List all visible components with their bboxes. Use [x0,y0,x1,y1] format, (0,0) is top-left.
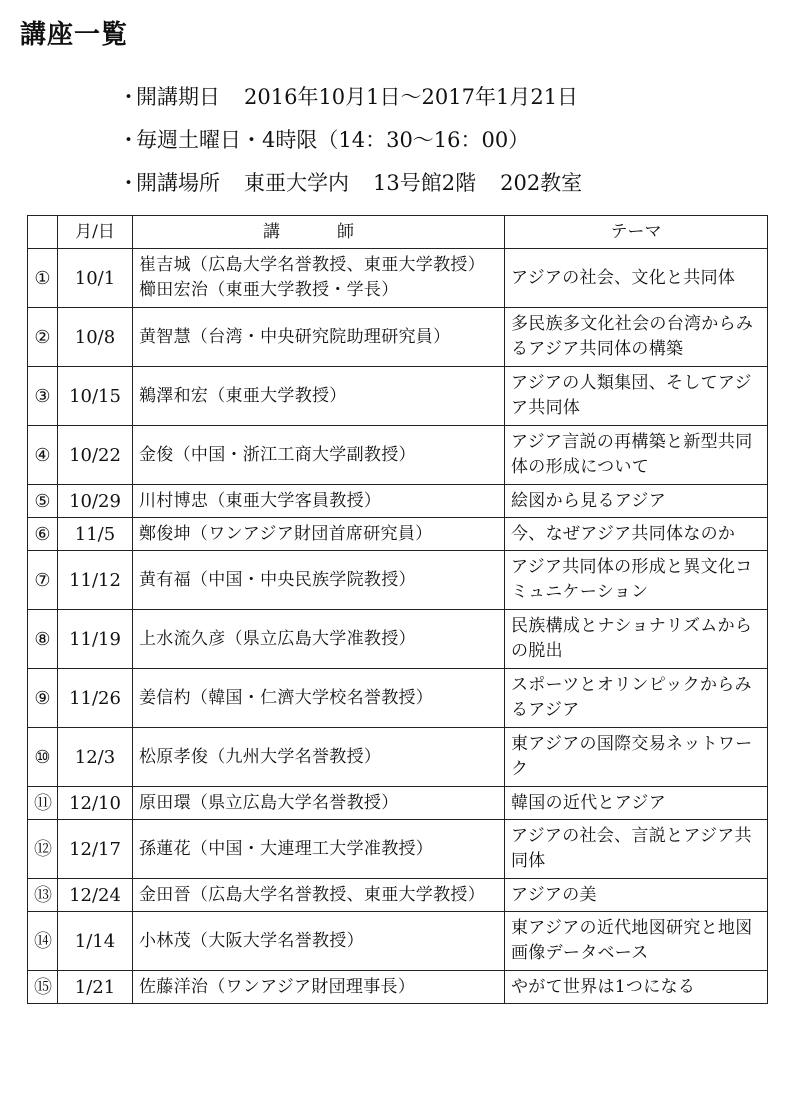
schedule-value: 毎週土曜日・4時限（14：30〜16：00） [136,128,530,152]
lecturer-cell [133,610,505,669]
lecturer-cell [133,787,505,820]
page-title: 講座一覧 [20,20,129,50]
lecturer-cell [133,551,505,610]
lecturer-name: 鄭俊坤（ワンアジア財団首席研究員） [139,523,433,544]
bullet: ・ [118,85,139,109]
table-row [28,610,768,669]
lecture-date: 10/22 [58,426,133,485]
lecture-theme: 今、なぜアジア共同体なのか [505,518,768,551]
lecture-theme: スポーツとオリンピックからみるアジア [505,669,768,728]
lecture-number: ① [28,249,58,308]
lecture-number: ⑩ [28,728,58,787]
lecture-theme: 東アジアの近代地図研究と地図画像データベース [505,912,768,971]
table-row [28,518,768,551]
lecture-date: 11/12 [58,551,133,610]
lecture-date: 10/8 [58,308,133,367]
lecture-theme: やがて世界は1つになる [505,971,768,1004]
lecturer-cell [133,912,505,971]
lecturer-cell [133,426,505,485]
table-row [28,971,768,1004]
lecturer-name: 小林茂（大阪大学名誉教授） [139,930,364,951]
lecturer-cell [133,249,505,308]
lecture-number: ⑭ [28,912,58,971]
lecture-date: 11/26 [58,669,133,728]
lecture-number: ③ [28,367,58,426]
lecture-theme: 多民族多文化社会の台湾からみるアジア共同体の構築 [505,308,768,367]
table-row [28,912,768,971]
lecturer-name: 金田晉（広島大学名誉教授、東亜大学教授） [139,884,485,905]
table-row [28,820,768,879]
lecture-number: ⑪ [28,787,58,820]
header-num [28,216,58,249]
header-theme: テーマ [505,216,768,249]
lecturer-name: 孫蓮花（中国・大連理工大学准教授） [139,838,434,859]
lecturer-name: 佐藤洋治（ワンアジア財団理事長） [139,976,416,997]
lecturer-name: 櫛田宏治（東亜大学教授・学長） [139,280,399,300]
table-row [28,426,768,485]
venue-building: 13号館2階 [373,171,477,195]
lecturer-cell [133,971,505,1004]
lecture-number: ⑫ [28,820,58,879]
table-row [28,367,768,426]
bullet: ・ [118,171,139,195]
header-date: 月/日 [58,216,133,249]
lecture-date: 10/1 [58,249,133,308]
lecture-number: ⑦ [28,551,58,610]
lecture-number: ⑬ [28,879,58,912]
lecture-date: 1/21 [58,971,133,1004]
lecturer-cell [133,728,505,787]
lecturer-name: 姜信杓（韓国・仁濟大学校名誉教授） [139,687,434,708]
lecture-date: 12/10 [58,787,133,820]
lecturer-cell [133,367,505,426]
lecturer-name: 崔吉城（広島大学名誉教授、東亜大学教授） [139,255,485,275]
lecturer-cell [133,669,505,728]
lecture-theme: 絵図から見るアジア [505,485,768,518]
lecturer-name: 黄智慧（台湾・中央研究院助理研究員） [139,326,451,347]
table-row [28,308,768,367]
lecture-theme: アジア言説の再構築と新型共同体の形成について [505,426,768,485]
lecturer-name: 鵜澤和宏（東亜大学教授） [139,385,347,406]
lecture-theme: アジアの社会、文化と共同体 [505,249,768,308]
lecture-date: 10/15 [58,367,133,426]
table-row [28,249,768,308]
lecturer-cell [133,518,505,551]
table-row [28,669,768,728]
lecture-date: 1/14 [58,912,133,971]
info-schedule [118,119,582,162]
table-row [28,551,768,610]
venue-place: 東亜大学内 [244,171,349,195]
lecturer-cell [133,879,505,912]
lecture-theme: 韓国の近代とアジア [505,787,768,820]
lecturer-cell [133,308,505,367]
lecturer-name: 原田環（県立広島大学名誉教授） [139,792,399,813]
lecturer-cell [133,485,505,518]
lecture-table [27,215,768,1004]
venue-room: 202教室 [500,171,583,195]
lecture-theme: アジア共同体の形成と異文化コミュニケーション [505,551,768,610]
lecturer-name: 金俊（中国・浙江工商大学副教授） [139,444,416,465]
lecture-number: ② [28,308,58,367]
lecture-theme: 民族構成とナショナリズムからの脱出 [505,610,768,669]
lecture-theme: アジアの人類集団、そしてアジア共同体 [505,367,768,426]
venue-label: 開講場所 [136,171,220,195]
lecture-number: ⑨ [28,669,58,728]
table-row [28,485,768,518]
lecture-number: ④ [28,426,58,485]
lecture-theme: アジアの美 [505,879,768,912]
info-period [118,76,582,119]
lecture-date: 11/19 [58,610,133,669]
lecture-date: 12/24 [58,879,133,912]
header-lecturer: 講 師 [133,216,505,249]
table-header-row [28,216,768,249]
table-row [28,879,768,912]
lecture-date: 11/5 [58,518,133,551]
lecturer-name: 松原孝俊（九州大学名誉教授） [139,746,382,767]
lecture-theme: 東アジアの国際交易ネットワーク [505,728,768,787]
bullet: ・ [118,128,139,152]
info-venue [118,162,582,205]
lecturer-name: 川村博忠（東亜大学客員教授） [139,490,382,511]
lecture-theme: アジアの社会、言説とアジア共同体 [505,820,768,879]
table-row [28,787,768,820]
lecture-number: ⑧ [28,610,58,669]
lecture-number: ⑥ [28,518,58,551]
course-info [118,76,582,205]
period-label: 開講期日 [136,85,220,109]
lecture-date: 12/17 [58,820,133,879]
lecture-number: ⑮ [28,971,58,1004]
lecture-date: 12/3 [58,728,133,787]
table-row [28,728,768,787]
lecturer-name: 上水流久彦（県立広島大学准教授） [139,628,416,649]
lecture-date: 10/29 [58,485,133,518]
period-value: 2016年10月1日〜2017年1月21日 [244,85,579,109]
lecture-number: ⑤ [28,485,58,518]
lecturer-name: 黄有福（中国・中央民族学院教授） [139,569,416,590]
lecturer-cell [133,820,505,879]
